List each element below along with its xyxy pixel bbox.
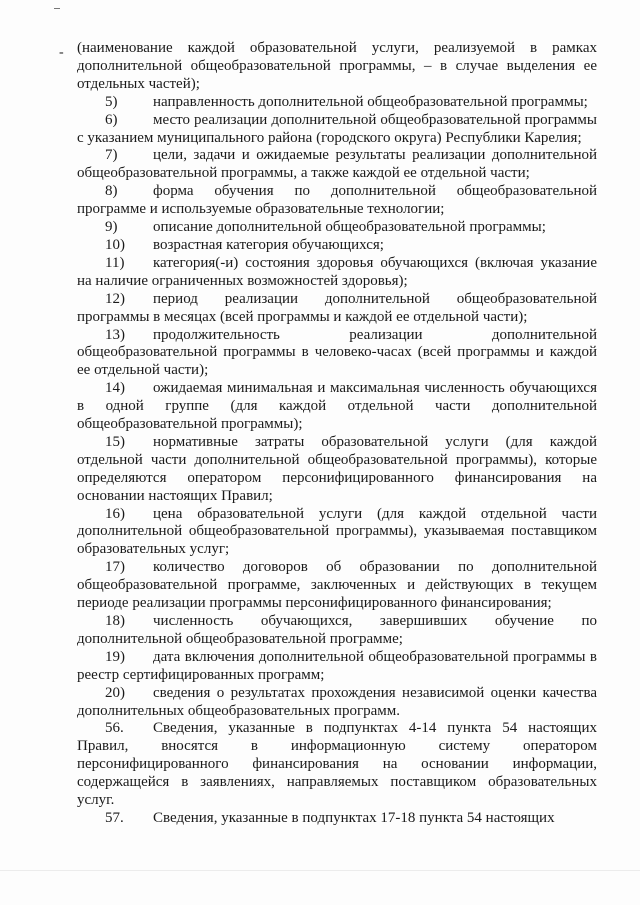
item-text: описание дополнительной общеобразовательной программы;	[153, 219, 546, 236]
item-text: нормативные затраты образовательной услуги (для каждой отдельной части дополнительной общеобразовательной программы), которые определяются оператором персонифицированного финансирования на основании настоящих Правил;	[77, 433, 597, 504]
item-number: 14)	[105, 380, 125, 397]
item-number: 20)	[105, 684, 125, 701]
item-number: 15)	[105, 433, 125, 450]
item-number: 16)	[105, 505, 125, 522]
list-item	[77, 255, 597, 291]
list-item	[77, 147, 597, 183]
list-item	[77, 237, 597, 255]
item-number: 13)	[105, 326, 125, 343]
list-item	[77, 219, 597, 237]
item-number: 19)	[105, 648, 125, 665]
item-number: 17)	[105, 559, 125, 576]
item-text: количество договоров об образовании по дополнительной общеобразовательной программе, заключенных и действующих в текущем периоде реализации программы персонифицированного финансирования;	[77, 559, 597, 612]
list-item	[77, 649, 597, 685]
list-item	[77, 559, 597, 613]
item-text: возрастная категория обучающихся;	[153, 236, 384, 253]
list-item	[77, 613, 597, 649]
list-item	[77, 94, 597, 112]
item-text: Сведения, указанные в подпунктах 17-18 пункта 54 настоящих	[153, 809, 555, 826]
list-item	[77, 720, 597, 810]
item-text: направленность дополнительной общеобразовательной программы;	[153, 93, 588, 110]
item-text: продолжительность реализации дополнительной общеобразовательной программы в человеко-часах (всей программы и каждой ее отдельной части);	[77, 326, 597, 379]
list-item	[77, 112, 597, 148]
item-text: цели, задачи и ожидаемые результаты реализации дополнительной общеобразовательной программы, а также каждой ее отдельной части;	[77, 147, 597, 182]
list-item	[77, 810, 597, 828]
item-text: дата включения дополнительной общеобразовательной программы в реестр сертифицированных программ;	[77, 648, 597, 683]
item-text: место реализации дополнительной общеобразовательной программы с указанием муниципального района (городского округа) Республики Карелия;	[77, 111, 597, 146]
item-number: 6)	[105, 111, 118, 128]
list-item	[77, 685, 597, 721]
page-bottom-edge	[0, 870, 640, 871]
scan-mark	[54, 8, 60, 9]
item-number: 5)	[105, 93, 118, 110]
item-number: 57.	[105, 809, 124, 826]
list-item	[77, 434, 597, 506]
item-text: цена образовательной услуги (для каждой отдельной части дополнительной общеобразовательной программы), указываемая поставщиком образовательных услуг;	[77, 505, 597, 558]
list-item	[77, 327, 597, 381]
item-number: 7)	[105, 147, 118, 164]
item-text: Сведения, указанные в подпунктах 4-14 пункта 54 настоящих Правил, вносятся в информационную систему оператором персонифицированного финансирования на основании информации, содержащейся в заявлениях, направляемых поставщиком образовательных услуг.	[77, 720, 597, 809]
item-text: форма обучения по дополнительной общеобразовательной программе и используемые образовательные технологии;	[77, 183, 597, 218]
list-item	[77, 183, 597, 219]
item-number: 11)	[105, 254, 125, 271]
list-item	[77, 506, 597, 560]
item-number: 56.	[105, 720, 124, 737]
item-text: период реализации дополнительной общеобразовательной программы в месяцах (всей программы и каждой ее отдельной части);	[77, 290, 597, 325]
item-text: ожидаемая минимальная и максимальная численность обучающихся в одной группе (для каждой отдельной части дополнительной общеобразовательной программы);	[77, 380, 597, 433]
margin-bullet: -	[59, 45, 64, 60]
item-number: 8)	[105, 183, 118, 200]
list-item	[77, 380, 597, 434]
document-body	[77, 40, 597, 828]
item-list	[77, 94, 597, 828]
item-text: категория(-и) состояния здоровья обучающихся (включая указание на наличие ограниченных возможностей здоровья);	[77, 254, 597, 289]
item-number: 9)	[105, 219, 118, 236]
item-text: численность обучающихся, завершивших обучение по дополнительной общеобразовательной программе;	[77, 613, 597, 647]
item-number: 18)	[105, 613, 125, 629]
item-number: 10)	[105, 236, 125, 253]
intro-paragraph: (наименование каждой образовательной услуги, реализуемой в рамках дополнительной общеобразовательной программы, – в случае выделения ее отдельных частей);	[77, 40, 597, 92]
item-text: сведения о результатах прохождения независимой оценки качества дополнительных общеобразовательных программ.	[77, 684, 597, 719]
item-number: 12)	[105, 290, 125, 307]
list-item	[77, 291, 597, 327]
